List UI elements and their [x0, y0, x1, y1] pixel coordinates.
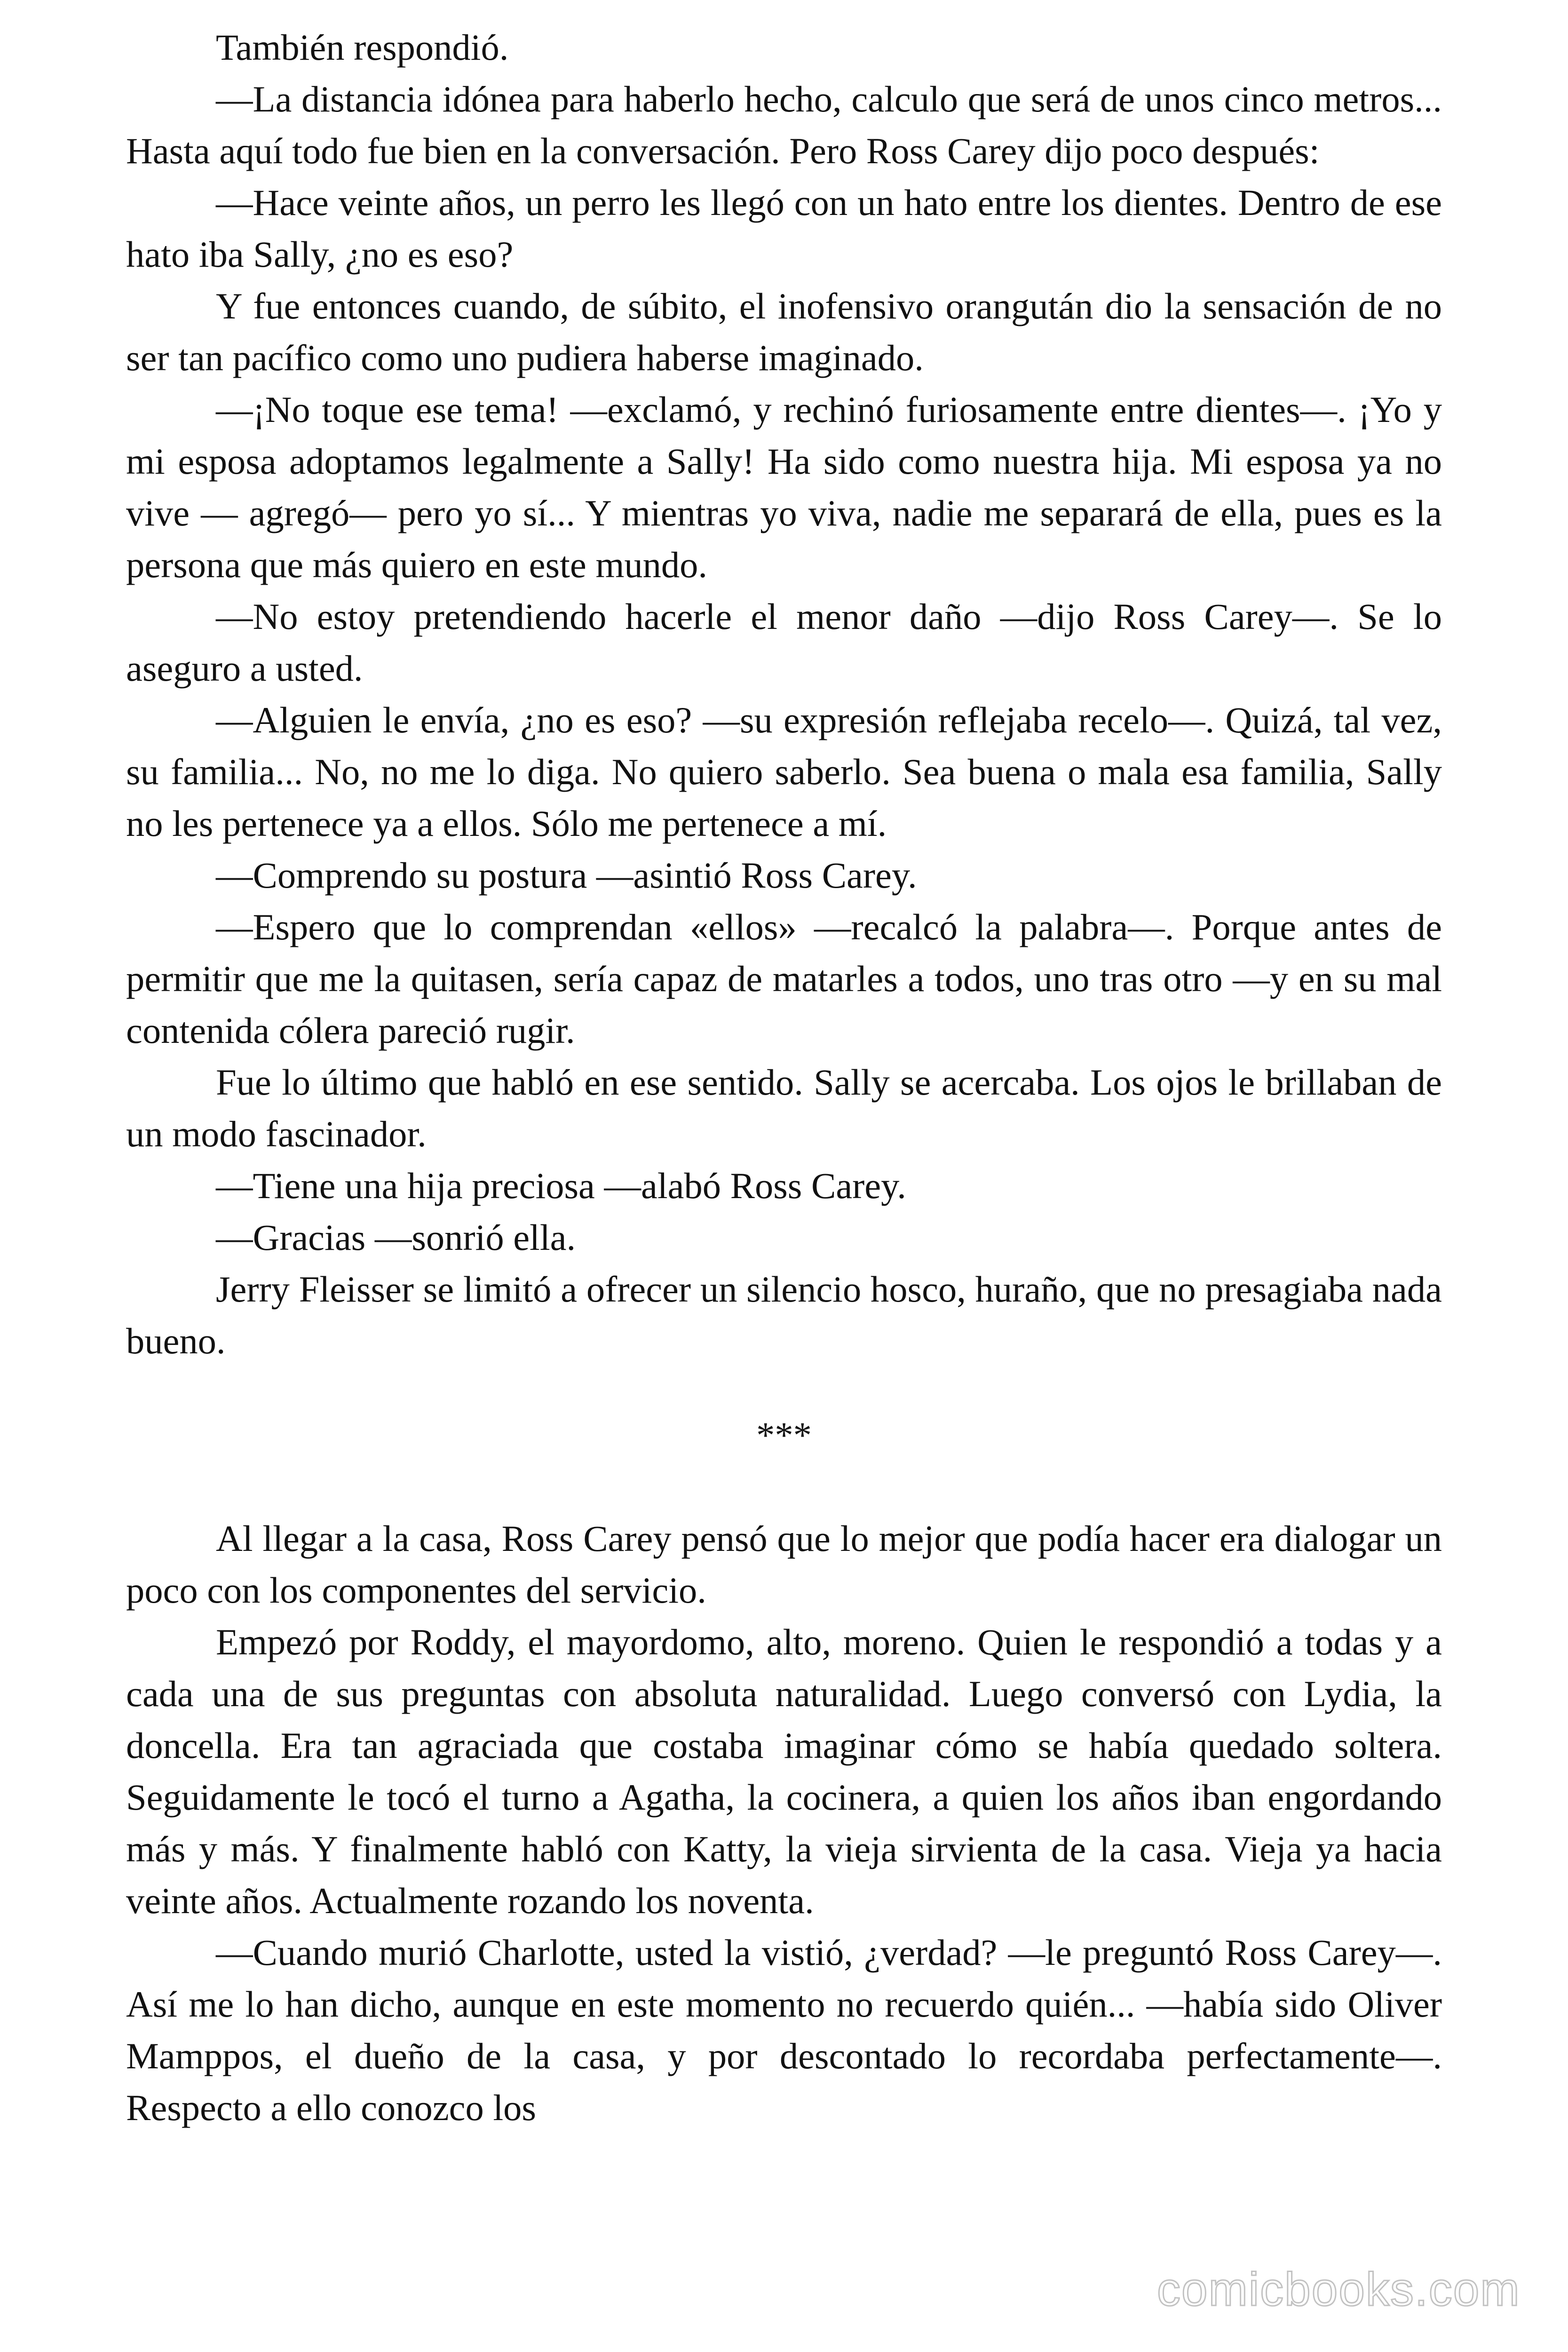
paragraph: —No estoy pretendiendo hacerle el menor daño —dijo Ross Carey—. Se lo aseguro a usted.: [126, 596, 1442, 689]
text-block-top: [126, 22, 1442, 1367]
watermark-logo: comicbooks.com: [1157, 2263, 1520, 2316]
paragraph: —Hace veinte años, un perro les llegó con un hato entre los dientes. Dentro de ese hato iba Sally, ¿no es eso?: [126, 182, 1442, 275]
paragraph: Empezó por Roddy, el mayordomo, alto, moreno. Quien le respondió a todas y a cada una de sus preguntas con absoluta naturalidad. Luego conversó con Lydia, la doncella. Era tan agraciada que costaba imaginar cómo se había quedado soltera. Seguidamente le tocó el turno a Agatha, la cocinera, a quien los años iban engordando más y más. Y finalmente habló con Katty, la vieja sirvienta de la casa. Vieja ya hacia veinte años. Actualmente rozando los noventa.: [126, 1621, 1442, 1921]
paragraph: —Tiene una hija preciosa —alabó Ross Carey.: [216, 1165, 906, 1206]
paragraph: —Cuando murió Charlotte, usted la vistió, ¿verdad? —le preguntó Ross Carey—. Así me lo han dicho, aunque en este momento no recuerdo quién... —había sido Oliver Mamppos, el dueño de la casa, y por descontado lo recordaba perfectamente—. Respecto a ello conozco los: [126, 1932, 1442, 2128]
paragraph: Al llegar a la casa, Ross Carey pensó que lo mejor que podía hacer era dialogar un poco con los componentes del servicio.: [126, 1518, 1442, 1611]
book-page: [126, 22, 1442, 2134]
text-block-bottom: [126, 1513, 1442, 2134]
paragraph: Fue lo último que habló en ese sentido. Sally se acercaba. Los ojos le brillaban de un modo fascinador.: [126, 1062, 1442, 1154]
section-separator: ***: [756, 1414, 812, 1455]
paragraph: —Espero que lo comprendan «ellos» —recalcó la palabra—. Porque antes de permitir que me la quitasen, sería capaz de matarles a todos, uno tras otro —y en su mal contenida cólera pareció rugir.: [126, 906, 1442, 1051]
paragraph: Y fue entonces cuando, de súbito, el inofensivo orangután dio la sensación de no ser tan pacífico como uno pudiera haberse imaginado.: [126, 286, 1442, 378]
paragraph: —Comprendo su postura —asintió Ross Carey.: [216, 855, 917, 896]
paragraph: —Gracias —sonrió ella.: [216, 1217, 576, 1258]
paragraph: También respondió.: [216, 27, 509, 68]
paragraph: Jerry Fleisser se limitó a ofrecer un silencio hosco, huraño, que no presagiaba nada bueno.: [126, 1269, 1442, 1361]
paragraph: —Alguien le envía, ¿no es eso? —su expresión reflejaba recelo—. Quizá, tal vez, su familia... No, no me lo diga. No quiero saberlo. Sea buena o mala esa familia, Sally no les pertenece ya a ellos. Sólo me pertenece a mí.: [126, 699, 1442, 844]
paragraph: —La distancia idónea para haberlo hecho, calculo que será de unos cinco metros... Hasta aquí todo fue bien en la conversación. Pero Ross Carey dijo poco después:: [126, 79, 1442, 171]
paragraph: —¡No toque ese tema! —exclamó, y rechinó furiosamente entre dientes—. ¡Yo y mi esposa adoptamos legalmente a Sally! Ha sido como nuestra hija. Mi esposa ya no vive — agregó— pero yo sí... Y mientras yo viva, nadie me separará de ella, pues es la persona que más quiero en este mundo.: [126, 389, 1442, 585]
